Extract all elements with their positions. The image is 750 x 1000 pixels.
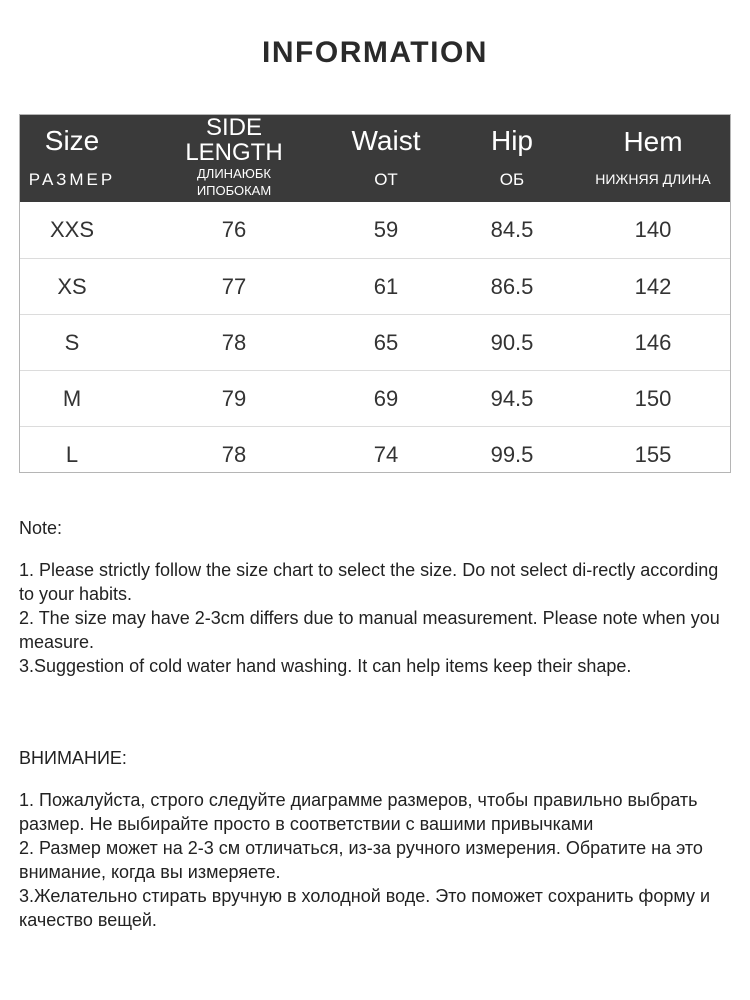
header-hip — [462, 115, 562, 202]
table-cell: 142 — [634, 274, 672, 299]
attention-heading: ВНИМАНИЕ: — [19, 748, 127, 768]
table-cell: M — [62, 386, 82, 411]
table-cell: 140 — [634, 217, 672, 242]
table-row — [20, 314, 730, 370]
table-row — [20, 202, 730, 258]
header-waist-sub: ОТ — [374, 170, 398, 189]
table-cell: S — [64, 330, 80, 355]
table-cell: 155 — [634, 442, 672, 467]
table-cell: 78 — [221, 330, 247, 355]
header-side-length-line1: SIDE — [205, 114, 262, 141]
table-cell: L — [65, 442, 79, 467]
note-item-1: 1. Please strictly follow the size chart to select the size. Do not select di-rectly according to your habits. — [19, 560, 719, 604]
size-table — [19, 114, 731, 473]
table-cell: 84.5 — [490, 217, 534, 242]
table-cell: 59 — [373, 217, 399, 242]
header-hip-sub: ОБ — [499, 170, 525, 189]
note-section — [19, 516, 731, 678]
header-side-length-sub1: ДЛИНАЮБК — [197, 166, 271, 181]
table-cell: 146 — [634, 330, 672, 355]
table-cell: 76 — [221, 217, 247, 242]
table-cell: 150 — [634, 386, 672, 411]
header-side-length-line2: LENGTH — [185, 139, 283, 166]
attention-item-1: 1. Пожалуйста, строго следуйте диаграмме размеров, чтобы правильно выбрать размер. Не выбирайте просто в соответствии с вашими привычками — [19, 790, 698, 834]
header-waist — [336, 115, 436, 202]
attention-item-2: 2. Размер может на 2-3 см отличаться, из-за ручного измерения. Обратите на это внимание, когда вы измеряете. — [19, 838, 703, 882]
header-side-length-sub2: ИПОБОКАМ — [196, 183, 272, 198]
header-hem-sub: НИЖНЯЯ ДЛИНА — [595, 171, 711, 187]
table-cell: 69 — [373, 386, 399, 411]
header-hip-label: Hip — [490, 125, 533, 156]
table-cell: XXS — [49, 217, 95, 242]
table-cell: 79 — [221, 386, 247, 411]
table-header — [20, 115, 730, 202]
table-cell: 90.5 — [490, 330, 534, 355]
table-cell: 99.5 — [490, 442, 534, 467]
table-body — [20, 202, 730, 472]
table-cell: 94.5 — [490, 386, 534, 411]
table-cell: 77 — [221, 274, 247, 299]
note-heading: Note: — [19, 518, 63, 538]
header-waist-label: Waist — [351, 125, 421, 156]
attention-item-3: 3.Желательно стирать вручную в холодной воде. Это поможет сохранить форму и качество вещей. — [19, 886, 711, 930]
table-cell: 78 — [221, 442, 247, 467]
table-row — [20, 258, 730, 314]
header-hem — [580, 115, 726, 202]
header-size-sub: РАЗМЕР — [28, 170, 116, 189]
table-cell: 74 — [373, 442, 399, 467]
table-row — [20, 426, 730, 482]
table-row — [20, 370, 730, 426]
attention-section — [19, 746, 731, 932]
table-cell: 65 — [373, 330, 399, 355]
table-cell: 86.5 — [490, 274, 534, 299]
note-item-2: 2. The size may have 2-3cm differs due to manual measurement. Please note when you measure. — [19, 608, 720, 652]
header-size-label: Size — [44, 125, 100, 156]
header-hem-label: Hem — [623, 126, 683, 157]
note-item-3: 3.Suggestion of cold water hand washing. It can help items keep their shape. — [19, 656, 632, 676]
page-title: INFORMATION — [262, 36, 488, 69]
table-cell: 61 — [373, 274, 399, 299]
header-size — [20, 115, 124, 202]
header-side-length — [140, 115, 328, 202]
table-cell: XS — [57, 274, 87, 299]
